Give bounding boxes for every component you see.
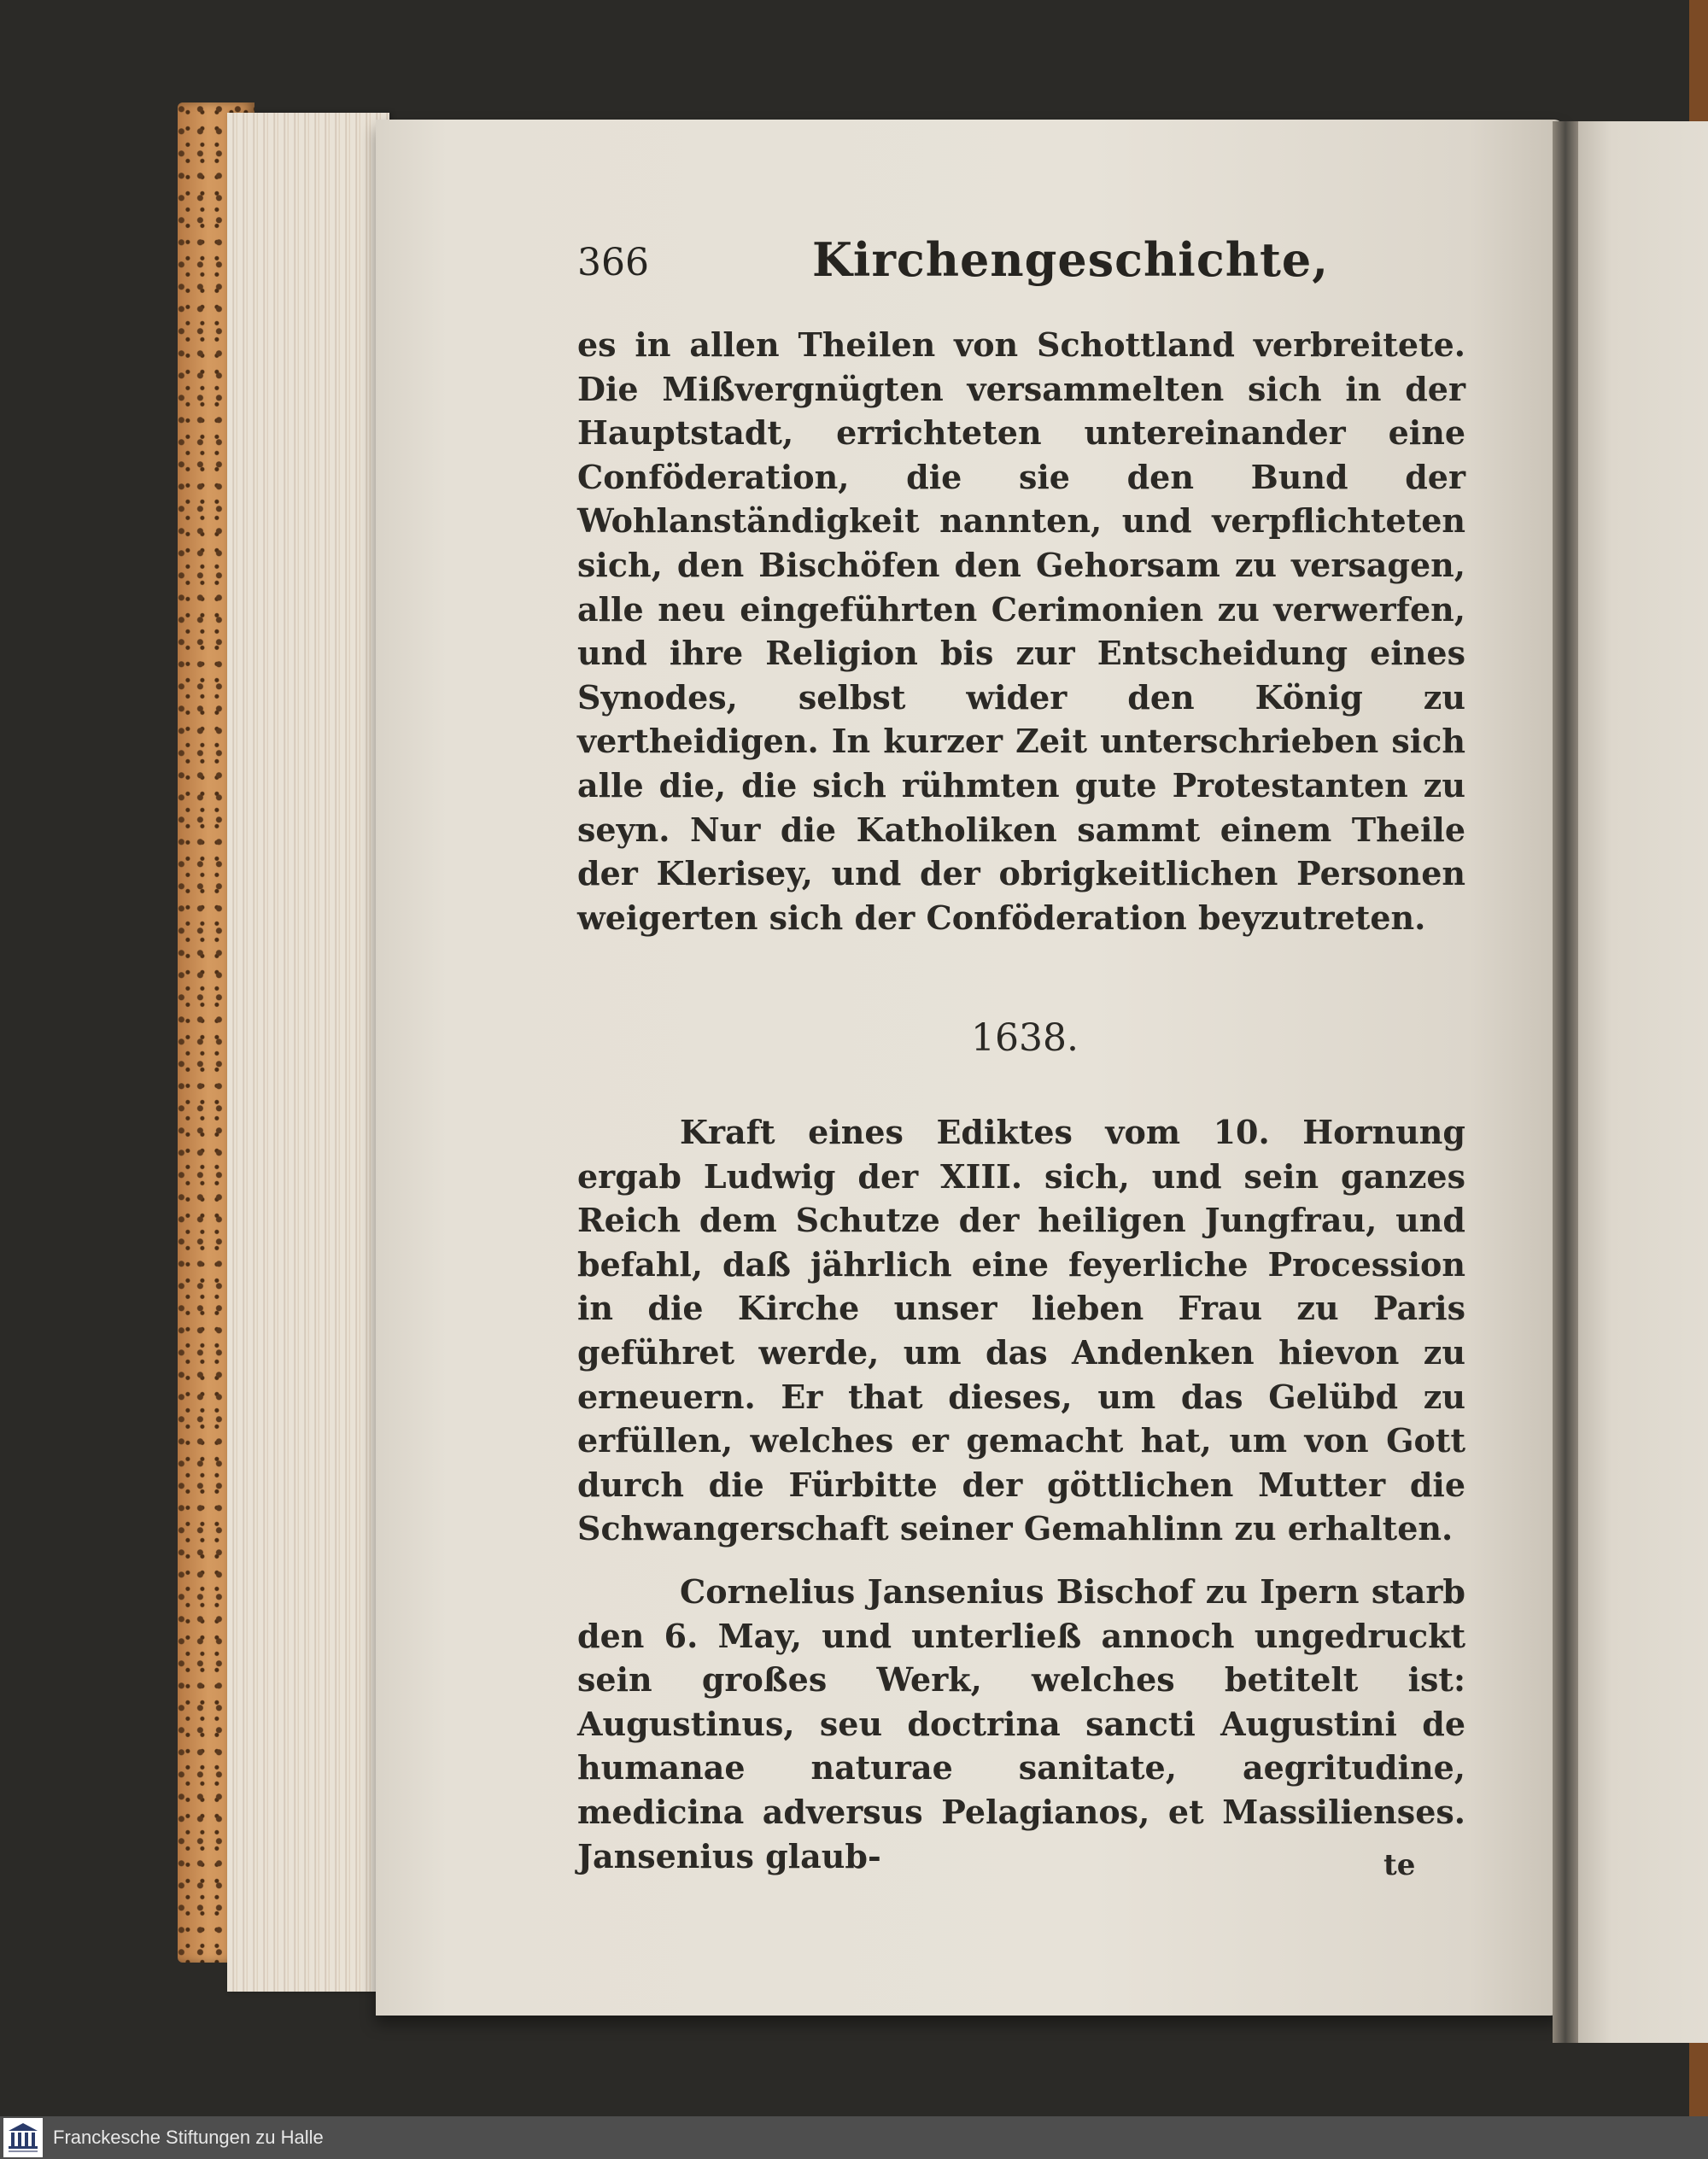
book-gutter <box>1553 121 1578 2043</box>
paragraph-3 <box>577 1570 1465 1878</box>
paragraph-1 <box>577 323 1465 939</box>
institution-name: Franckesche Stiftungen zu Halle <box>53 2127 324 2148</box>
paragraph-1-text: es in allen Theilen von Schottland verbreitete. Die Mißvergnügten versammelten sich in der Hauptstadt, errichteten untereinander eine Conföderation, die sie den Bund der Wohlanständigkeit nannten, und verpflichteten sich, den Bischöfen den Gehorsam zu versagen, alle neu eingeführten Cerimonien zu verwerfen, und ihre Religion bis zur Entscheidung eines Synodes, selbst wider den König zu vertheidigen. In kurzer Zeit unterschrieben sich alle die, die sich rühmten gute Protestanten zu seyn. Nur die Katholiken sammt einem Theile der Klerisey, und der obrigkeitlichen Personen weigerten sich der Conföderation beyzutreten. <box>577 325 1465 937</box>
page-number: 366 <box>577 241 649 284</box>
paragraph-2-text: Kraft eines Ediktes vom 10. Hornung ergab Ludwig der XIII. sich, und sein ganzes Reich dem Schutze der heiligen Jungfrau, und befahl, daß jährlich eine feyerliche Procession in die Kirche unser lieben Frau zu Paris geführet werde, um das Andenken hievon zu erneuern. Er that dieses, um das Gelübd zu erfüllen, welches er gemacht hat, um von Gott durch die Fürbitte der göttlichen Mutter die Schwangerschaft seiner Gemahlinn zu erhalten. <box>577 1113 1465 1548</box>
year-heading: 1638. <box>971 1016 1079 1060</box>
running-head <box>577 232 1330 301</box>
paragraph-2 <box>577 1110 1465 1551</box>
running-title: Kirchengeschichte, <box>812 232 1330 287</box>
facing-page <box>1570 121 1708 2043</box>
catchword: te <box>1383 1848 1416 1882</box>
footer-bar <box>0 2116 1708 2159</box>
foundation-logo-icon <box>3 2118 43 2157</box>
page-edges <box>227 113 389 1992</box>
paragraph-3-text: Cornelius Jansenius Bischof zu Ipern starb den 6. May, und unterließ annoch ungedruckt sein großes Werk, welches betitelt ist: Augustinus, seu doctrina sancti Augustini de humanae naturae sanitate, aegritudine, medicina adversus Pelagianos, et Massilienses. Jansenius glaub- <box>577 1572 1465 1875</box>
